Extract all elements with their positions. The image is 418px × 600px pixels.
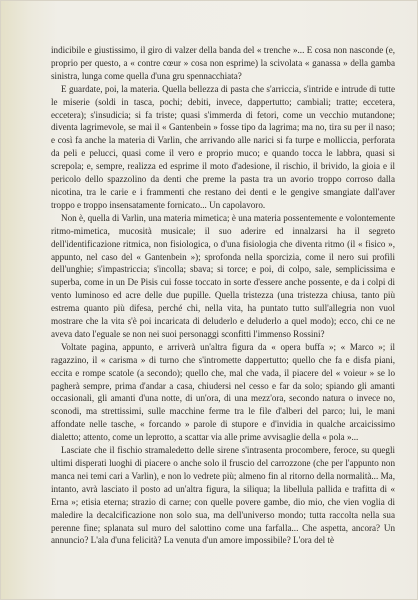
paragraph-2: E guardate, poi, la materia. Quella bellezza di pasta che s'arriccia, s'intride e intrude di tutte le miserie (soldi in tasca, pochi; debiti, invece, dappertutto; cambiali; tratte; eccetera, eccetera); s'insudicia; si fa triste; quasi s'immerda di fetori, come un vecchio mutandone; diventa lagrimevole, se mai il « Gantenbein » fosse tipo da lagrima; ma no, tira su per il naso; e così fa anche la materia di Varlin, che arrivando alle narici si fa turpe e molliccia, perforata da peli e pelucci, quasi come il vero e proprio muco; e quando tocca le labbra, quasi si screpola; e, sempre, realizza ed esprime il moto d'adesione, il rischio, il brivido, la gioia e il pericolo dello spazzolino da denti che preme la pasta tra un avorio troppo corroso dalla nicotina, tra le carie e i frammenti che restano dei denti e le gengive smangiate dall'aver troppo e troppo insensatamente fornicato... Un capolavoro. — [51, 83, 395, 210]
paragraph-5: Lasciate che il fischio stramaledetto delle sirene s'intrasenta procombere, feroce, su quegli ultimi disperati luoghi di piacere o anche solo il fruscio del carrozzone (che per l'appunto non manca nei temi cari a Varlin), e non lo vedrete più; almeno fin al ritorno della normalità... Ma, intanto, avrà lasciato il posto ad un'altra figura, la siliqua; la libellula pallida e trafitta di « Erna »; etisia eterna; strazio di carne; con quelle povere gambe, dio mio, che vien voglia di maledire la decalcificazione non solo sua, ma dell'universo mondo; tutta raccolta nella sua perenne fine; splanata sul muro del salottino come una farfalla... Che aspetta, ancora? Un annuncio? L'ala d'una felicità? La venuta d'un amore impossibile? L'ora del tè — [51, 445, 395, 546]
paragraph-3: Non è, quella di Varlin, una materia mimetica; è una materia possentemente e volontemente ritmo-mimetica, mucosità musicale; il suo aderire ed innalzarsi ha il segreto dell'identificazione ritmica, non fisiologica, o d'una fisiologia che diventa ritmo (il « fisico », appunto, nel caso del « Gantenbein »); sprofonda nella sporcizia, come il nero sui profili dell'unghie; s'impastriccia; s'incolla; sbava; si torce; e poi, di colpo, sale, semplicissima e superba, come in un De Pisis cui fosse toccato in sorte d'essere anche possente, e da i colpi di vento luminoso ed acre delle due pupille. Quella tristezza (una tristezza chiusa, tanto più estrema quanto più difesa, perché chi, nella vita, ha puntato tutto sull'allegria non vuol mostrare che la vita s'è poi incaricata di deluderlo e deluderlo a quel modo); ecco, chi ce ne aveva dato l'eguale se non nei suoi personaggi sconfitti l'immenso Rossini? — [51, 212, 395, 339]
paragraph-4: Voltate pagina, appunto, e arriverà un'altra figura da « opera buffa »; « Marco »; il ragazzino, il « carisma » di turno che s'intromette dappertutto; quello che fa e disfa piani, eccita e rompe scatole (a secondo); quello che, mal che vada, il piacere del « voieur » se lo pagherà sempre, prima d'andar a casa, chiudersi nel cesso e far da solo; spiando gli amanti occasionali, gli amanti d'una notte, di un'ora, di una mezz'ora, secondo natura o invece no, sconodi, ma strettissimi, sulle macchine ferme tra le file d'alberi del parco; lui, le mani affondate nelle tasche, « forcando » parole di stupore e d'invidia in qualche arcaicissimo dialetto; attento, come un leprotto, a scattar via alle prime avvisaglie della « pola »... — [51, 341, 395, 443]
page-text — [51, 44, 395, 547]
paragraph-1: indicibile e giustissimo, il giro di valzer della banda del « trenche »... E cosa non nasconde (e, proprio per questo, a « contre cœur » cosa non esprime) la scivolata « ganassa » della gamba sinistra, lunga come quella d'una gru spennacchiata? — [51, 45, 395, 81]
